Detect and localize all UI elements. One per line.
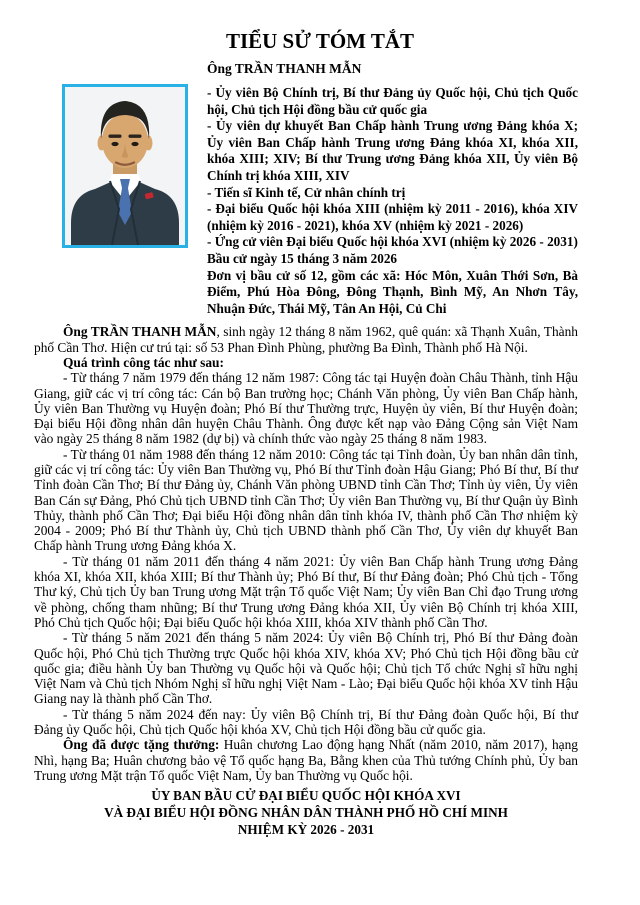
footer-line: VÀ ĐẠI BIỂU HỘI ĐỒNG NHÂN DÂN THÀNH PHỐ HỒ CHÍ MINH xyxy=(104,805,508,821)
biography-body xyxy=(34,324,578,783)
career-heading: Quá trình công tác như sau: xyxy=(63,354,224,370)
portrait-photo xyxy=(62,84,188,248)
intro-paragraph xyxy=(34,324,578,355)
career-paragraph: - Từ tháng 5 năm 2021 đến tháng 5 năm 2024: Ủy viên Bộ Chính trị, Phó Bí thư Đảng đoàn Quốc hội, Phó Chủ tịch Thường trực Quốc hội khóa XIV, khóa XV; Phó Chủ tịch Hội đồng bầu cử quốc gia; điều hành Ủy ban Thường vụ Quốc hội và Quốc hội; Chủ tịch Tổ chức Nghị sĩ hữu nghị Việt Nam và Chủ tịch Nhóm Nghị sĩ hữu nghị Việt Nam - Lào; Đại biểu Quốc hội khóa XV tỉnh Hậu Giang nay là thành phố Cần Thơ. xyxy=(34,630,578,707)
summary-item: - Đại biểu Quốc hội khóa XIII (nhiệm kỳ 2011 - 2016), khóa XIV (nhiệm kỳ 2016 - 2021), khóa XV (nhiệm kỳ 2021 - 2026) xyxy=(207,201,578,233)
portrait-illustration xyxy=(65,87,185,245)
summary-item: Đơn vị bầu cử số 12, gồm các xã: Hóc Môn, Xuân Thới Sơn, Bà Điểm, Phú Hòa Đông, Đông Thạnh, Bình Mỹ, An Nhơn Tây, Nhuận Đức, Thái Mỹ, Tân An Hội, Củ Chi xyxy=(207,267,578,316)
career-paragraph: - Từ tháng 01 năm 1988 đến tháng 12 năm 2010: Công tác tại Tỉnh đoàn, Ủy ban nhân dân tỉnh, giữ các vị trí công tác: Ủy viên Ban Thường vụ, Phó Bí thư Tỉnh đoàn Hậu Giang; Phó Bí thư, Bí thư Tỉnh đoàn Cần Thơ; Bí thư Đảng ủy, Chánh Văn phòng UBND tỉnh Cần Thơ; Tỉnh ủy viên, Ủy viên Ban Cán sự Đảng, Phó Chủ tịch UBND tỉnh Cần Thơ; Ủy viên Ban Thường vụ, Bí thư Quận ủy Bình Thủy, thành phố Cần Thơ; Đại biểu Hội đồng nhân dân tỉnh khóa IV, thành phố Cần Thơ nhiệm kỳ 2004 - 2009; Phó Bí thư Thành ủy, Chủ tịch UBND thành phố Cần Thơ, Ủy viên dự khuyết Ban Chấp hành Trung ương Đảng khóa X. xyxy=(34,446,578,554)
awards-lead: Ông đã được tặng thưởng: xyxy=(63,737,220,753)
summary-item: - Ủy viên Bộ Chính trị, Bí thư Đảng ủy Quốc hội, Chủ tịch Quốc hội, Chủ tịch Hội đồng bầu cử quốc gia xyxy=(207,85,578,117)
awards-rest: Huân chương Lao động hạng Nhất (năm 2010, năm 2017), hạng Nhì, hạng Ba; Huân chương bảo vệ Tổ quốc hạng Ba, Bằng khen của Thủ tướng Chính phủ, Ủy ban Trung ương Mặt trận Tổ quốc Việt Nam, Ủy ban Thường vụ Quốc hội. xyxy=(34,737,578,783)
eye-left xyxy=(111,142,118,146)
eyebrow-left xyxy=(109,135,122,138)
career-paragraph: - Từ tháng 5 năm 2024 đến nay: Ủy viên Bộ Chính trị, Bí thư Đảng đoàn Quốc hội, Bí thư Đảng ủy Quốc hội, Chủ tịch Quốc hội khóa XV, Chủ tịch Hội đồng bầu cử quốc gia. xyxy=(34,706,578,738)
summary-item: - Ủy viên dự khuyết Ban Chấp hành Trung ương Đảng khóa X; Ủy viên Ban Chấp hành Trung ương Đảng khóa XI, khóa XII, khóa XIII; XIV; Bí thư Trung ương Đảng khóa XII, Ủy viên Bộ Chính trị khóa XIII, XIV xyxy=(207,118,578,183)
footer-line: ỦY BAN BẦU CỬ ĐẠI BIỂU QUỐC HỘI KHÓA XVI xyxy=(151,788,461,804)
intro-rest: , sinh ngày 12 tháng 8 năm 1962, quê quán: xã Thạnh Xuân, Thành phố Cần Thơ. Hiện cư trú tại: số 53 Phan Đình Phùng, phường Ba Đình, Thành phố Hà Nội. xyxy=(34,324,578,355)
awards-paragraph xyxy=(34,737,578,783)
summary-list xyxy=(207,85,578,317)
election-committee-footer xyxy=(34,787,578,838)
document-title: TIỂU SỬ TÓM TẮT xyxy=(225,29,415,53)
career-paragraph: - Từ tháng 01 năm 2011 đến tháng 4 năm 2021: Ủy viên Ban Chấp hành Trung ương Đảng khóa XI, khóa XII, khóa XIII; Bí thư Thành ủy; Phó Bí thư, Bí thư Đảng đoàn; Phó Chủ tịch - Tổng Thư ký, Chủ tịch Ủy ban Trung ương Mặt trận Tổ quốc Việt Nam; Ủy viên Ban Chỉ đạo Trung ương về phòng, chống tham nhũng; Bí thư Trung ương Đảng khóa XII, Ủy viên Bộ Chính trị khóa XIII, Phó Chủ tịch Quốc hội; Đại biểu Quốc hội khóa XIII, khóa XIV thành phố Cần Thơ. xyxy=(34,553,578,630)
summary-item: Bầu cử ngày 15 tháng 3 năm 2026 xyxy=(207,250,398,266)
subject-name: Ông TRẦN THANH MẪN xyxy=(207,61,362,76)
face xyxy=(102,114,148,168)
summary-item: - Ứng cử viên Đại biểu Quốc hội khóa XVI (nhiệm kỳ 2026 - 2031) xyxy=(207,234,578,250)
intro-lead: Ông TRẦN THANH MẪN xyxy=(63,324,217,340)
eyebrow-right xyxy=(129,135,142,138)
summary-item: - Tiến sĩ Kinh tế, Cử nhân chính trị xyxy=(207,184,406,200)
career-paragraph: - Từ tháng 7 năm 1979 đến tháng 12 năm 1987: Công tác tại Huyện đoàn Châu Thành, tỉnh Hậu Giang, giữ các vị trí công tác: Cán bộ Ban trường học; Chánh Văn phòng, Ủy viên Ban Chấp hành, Ủy viên Ban Thường vụ Huyện đoàn; Phó Bí thư Thường trực, Huyện ủy viên, Bí thư Huyện đoàn; Đại biểu Hội đồng nhân dân huyện Châu Thành. Ông được kết nạp vào Đảng Cộng sản Việt Nam vào ngày 25 tháng 8 năm 1982 (dự bị) và chính thức vào ngày 25 tháng 8 năm 1983. xyxy=(34,370,578,447)
eye-right xyxy=(131,142,138,146)
footer-line: NHIỆM KỲ 2026 - 2031 xyxy=(237,822,375,838)
